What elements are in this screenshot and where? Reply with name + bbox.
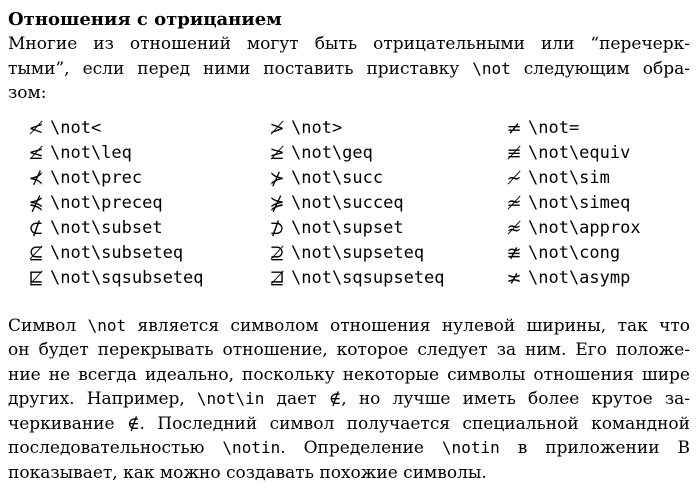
body-paragraph [8, 314, 690, 486]
relation-row [22, 191, 204, 216]
relation-command: \not\leq [50, 143, 132, 163]
body-line-3 [8, 363, 690, 388]
relation-symbol: ⋢ [28, 267, 44, 289]
intro-paragraph [8, 32, 690, 106]
relation-symbol: ⋠ [28, 192, 44, 214]
relation-command: \not\cong [528, 243, 621, 263]
relation-symbol: ≮ [28, 117, 44, 139]
code-notin: \notin [441, 438, 500, 457]
relation-symbol: ⊄ [28, 217, 44, 239]
relation-row [500, 241, 641, 266]
code-not: \not [472, 58, 511, 78]
relation-row [263, 266, 445, 291]
code-not-in: \not\in [196, 389, 265, 408]
relation-symbol: ≠ [506, 117, 522, 139]
body-line-2 [8, 338, 690, 363]
relation-command: \not\asymp [528, 268, 631, 288]
body-text: в приложении B [499, 438, 691, 458]
relation-command: \not\approx [528, 218, 641, 238]
relation-command: \not\geq [291, 143, 373, 163]
body-line-7 [8, 461, 690, 486]
relation-symbol: ≄ [506, 192, 522, 214]
intro-text: следующим обра- [510, 58, 690, 79]
relation-row [263, 166, 445, 191]
relation-symbol: ≯ [269, 117, 285, 139]
relation-command: \not< [50, 118, 102, 138]
relation-symbol: ≱ [269, 142, 285, 164]
code-not: \not [87, 315, 127, 335]
relation-command: \not\prec [50, 168, 143, 188]
body-line-5 [8, 412, 690, 437]
relation-row [22, 216, 204, 241]
relation-symbol: ⋣ [269, 267, 285, 289]
relation-command: \not= [528, 118, 580, 138]
body-text: дает [264, 389, 329, 409]
relations-column-1 [22, 116, 204, 291]
relation-command: \not\subset [50, 218, 163, 238]
body-text: Символ [8, 315, 88, 336]
relation-symbol: ≭ [506, 267, 522, 289]
relation-row [263, 141, 445, 166]
relation-command: \not\equiv [528, 143, 631, 163]
relation-row [500, 266, 641, 291]
relation-command: \not\succeq [291, 193, 404, 213]
relation-symbol: ⊅ [269, 217, 285, 239]
body-text: показывает, как можно создавать похожие символы. [8, 462, 487, 483]
body-line-6 [8, 436, 690, 461]
body-line-4 [8, 387, 690, 412]
intro-text: Многие из отношений могут быть отрицательными или “перечерк- [8, 34, 690, 54]
body-text: черкивание [8, 413, 127, 434]
relation-symbol: ≁ [506, 167, 522, 189]
body-text: . Определение [280, 438, 442, 458]
relation-command: \not\sqsupseteq [291, 268, 445, 288]
relation-command: \not\subseteq [50, 243, 184, 263]
relation-row [500, 141, 641, 166]
notin-symbol: ∉ [126, 413, 140, 434]
body-text: является символом отношения нулевой ширины, так что [126, 315, 691, 336]
intro-line-3 [8, 81, 690, 106]
not-in-symbol: ∉ [328, 389, 342, 409]
relation-command: \not\simeq [528, 193, 631, 213]
body-text: он будет перекрывать отношение, которое следует за ним. Его положе- [8, 340, 690, 360]
relation-row [22, 166, 204, 191]
relation-symbol: ≇ [506, 242, 522, 264]
relation-row [500, 116, 641, 141]
body-text: ние не всегда идеально, поскольку некоторые символы отношения шире [8, 364, 690, 385]
relation-row [263, 116, 445, 141]
relation-symbol: ≰ [28, 142, 44, 164]
body-text: других. Например, [8, 389, 197, 409]
intro-line-2 [8, 57, 690, 82]
relation-row [263, 191, 445, 216]
intro-text: тыми”, если перед ними поставить приставку [8, 58, 473, 79]
relation-row [22, 141, 204, 166]
body-text: , но лучше иметь более крутое за- [341, 389, 690, 409]
intro-text: зом: [8, 83, 47, 103]
body-text: последовательностью [8, 438, 223, 458]
intro-line-1 [8, 32, 690, 57]
relation-command: \not> [291, 118, 343, 138]
relation-row [263, 241, 445, 266]
relation-symbol: ⋡ [269, 192, 285, 214]
relation-symbol: ≢ [506, 142, 522, 164]
relation-row [22, 116, 204, 141]
relation-row [22, 266, 204, 291]
relation-symbol: ≉ [506, 217, 522, 239]
relations-column-2 [263, 116, 445, 291]
relation-command: \not\sim [528, 168, 610, 188]
relation-command: \not\preceq [50, 193, 163, 213]
relation-command: \not\succ [291, 168, 384, 188]
document-page [8, 8, 690, 485]
relation-symbol: ⊉ [269, 242, 285, 264]
body-line-1 [8, 314, 690, 339]
negated-relations-table [8, 116, 690, 306]
relation-symbol: ⊀ [28, 167, 44, 189]
relation-command: \not\sqsubseteq [50, 268, 204, 288]
relation-symbol: ⊈ [28, 242, 44, 264]
body-text: . Последний символ получается специальной командной [139, 413, 690, 434]
relation-row [500, 191, 641, 216]
relation-row [500, 166, 641, 191]
code-notin: \notin [222, 438, 281, 457]
section-title: Отношения с отрицанием [8, 9, 282, 30]
relation-command: \not\supseteq [291, 243, 425, 263]
relation-row [263, 216, 445, 241]
relation-command: \not\supset [291, 218, 404, 238]
relation-row [22, 241, 204, 266]
relations-column-3 [500, 116, 641, 291]
relation-symbol: ⊁ [269, 167, 285, 189]
relation-row [500, 216, 641, 241]
